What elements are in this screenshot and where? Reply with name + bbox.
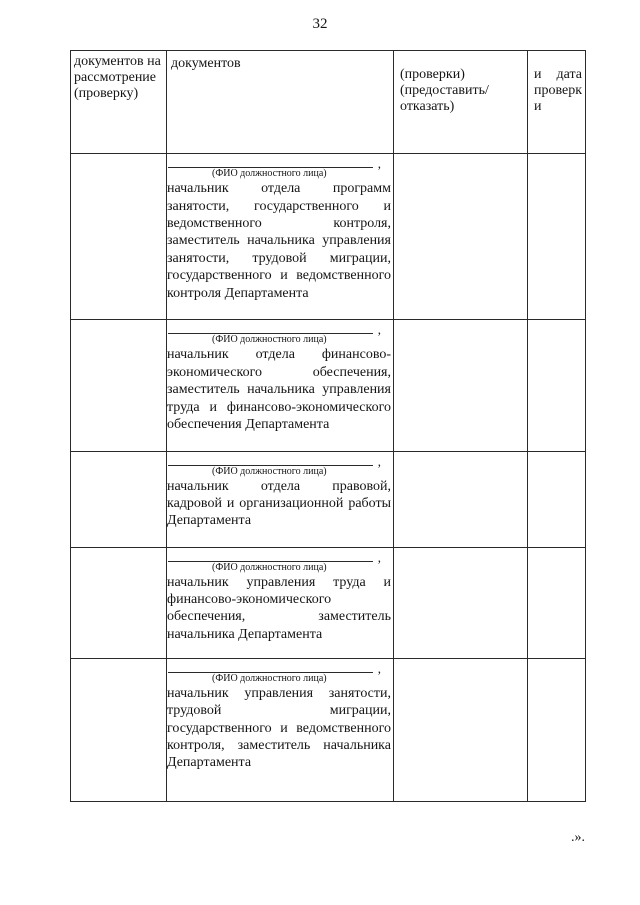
header-col4-line3: и (534, 99, 542, 114)
signature-line: , (168, 548, 373, 562)
cell-signatory (167, 154, 394, 320)
cell-signatory (167, 547, 394, 658)
cell-signature-date (528, 154, 586, 320)
page-number: 32 (312, 16, 328, 32)
cell-date (71, 320, 167, 451)
role-text: начальник отдела финансово-экономического обеспечения, заместитель начальника управления труда и финансово-экономического обеспечения Департамента (167, 347, 391, 432)
role-text: начальник управления труда и финансово-экономического обеспечения, заместитель начальника Департамента (167, 574, 391, 642)
cell-result (394, 320, 528, 451)
role-text: начальник отдела правовой, кадровой и организационной работы Департамента (167, 478, 391, 529)
fio-label: (ФИО должностного лица) (212, 465, 327, 477)
header-col2: документов (167, 51, 394, 154)
table-row (71, 154, 586, 320)
fio-label: (ФИО должностного лица) (212, 334, 327, 346)
table-header-row (71, 51, 586, 154)
cell-result (394, 154, 528, 320)
header-col3: (проверки) (предоставить/отказать) (394, 51, 528, 154)
cell-result (394, 658, 528, 801)
cell-result (394, 547, 528, 658)
cell-signature-date (528, 451, 586, 547)
table-row (71, 547, 586, 658)
header-col1: документов на рассмотрение (проверку) (71, 51, 167, 154)
cell-signatory (167, 451, 394, 547)
fio-label: (ФИО должностного лица) (212, 561, 327, 573)
header-col4-line1: и дата (534, 67, 582, 82)
signature-line: , (168, 154, 373, 168)
cell-date (71, 658, 167, 801)
fio-label: (ФИО должностного лица) (212, 168, 327, 180)
header-col4-line2: проверк (534, 83, 583, 98)
signature-line: , (168, 320, 373, 334)
cell-signature-date (528, 547, 586, 658)
cell-signatory (167, 320, 394, 451)
role-text: начальник управления занятости, трудовой миграции, государственного и ведомственного контроля, заместитель начальника Департамента (167, 685, 391, 771)
cell-signature-date (528, 658, 586, 801)
document-table (70, 50, 586, 802)
fio-label: (ФИО должностного лица) (212, 672, 327, 684)
header-col4 (528, 51, 586, 154)
cell-signature-date (528, 320, 586, 451)
signature-line: , (168, 452, 373, 466)
signature-line: , (168, 659, 373, 673)
cell-date (71, 451, 167, 547)
cell-result (394, 451, 528, 547)
cell-date (71, 547, 167, 658)
closing-mark: .». (571, 830, 585, 845)
table-row (71, 451, 586, 547)
cell-signatory (167, 658, 394, 801)
role-text: начальник отдела программ занятости, государственного и ведомственного контроля, заместитель начальника управления занятости, трудовой миграции, государственного и ведомственного контроля Департамента (167, 181, 391, 301)
cell-date (71, 154, 167, 320)
table-row (71, 320, 586, 451)
table-row (71, 658, 586, 801)
